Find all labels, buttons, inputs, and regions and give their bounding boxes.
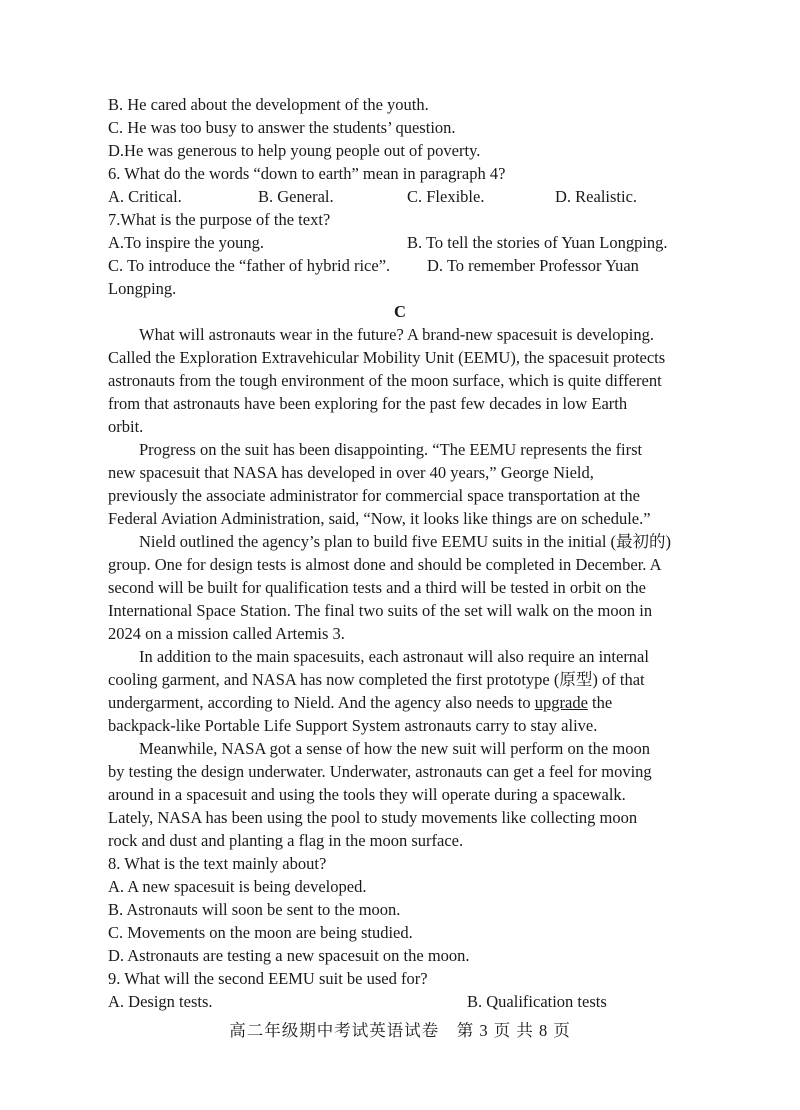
passage-line: around in a spacesuit and using the tools they will operate during a spacewalk. xyxy=(108,785,626,804)
passage-line: group. One for design tests is almost done and should be completed in December. A xyxy=(108,555,662,574)
passage-line: from that astronauts have been exploring for the past few decades in low Earth xyxy=(108,394,628,413)
passage-line: by testing the design underwater. Underwater, astronauts can get a feel for moving xyxy=(108,762,652,781)
q6-option-a: A. Critical. xyxy=(108,187,182,206)
q8-option-c: C. Movements on the moon are being studied. xyxy=(108,923,413,942)
q7-option-c: C. To introduce the “father of hybrid rice”. xyxy=(108,256,391,275)
page-footer: 高二年级期中考试英语试卷 第 3 页 共 8 页 xyxy=(229,1021,571,1040)
passage-line xyxy=(108,693,612,713)
q9-question: 9. What will the second EEMU suit be used for? xyxy=(108,969,428,988)
passage-line: new spacesuit that NASA has developed in over 40 years,” George Nield, xyxy=(108,463,594,482)
q8-question: 8. What is the text mainly about? xyxy=(108,854,327,873)
passage-line: Meanwhile, NASA got a sense of how the new suit will perform on the moon xyxy=(139,739,650,758)
passage-line: International Space Station. The final two suits of the set will walk on the moon in xyxy=(108,601,653,620)
passage-text: undergarment, according to Nield. And the agency also needs to xyxy=(108,693,535,712)
q7-question: 7.What is the purpose of the text? xyxy=(108,210,331,229)
q6-option-c: C. Flexible. xyxy=(407,187,485,206)
q8-option-b: B. Astronauts will soon be sent to the moon. xyxy=(108,900,401,919)
passage-line: orbit. xyxy=(108,417,144,436)
passage-line: astronauts from the tough environment of the moon surface, which is quite different xyxy=(108,371,662,390)
passage-line: Federal Aviation Administration, said, “Now, it looks like things are on schedule.” xyxy=(108,509,651,528)
passage-line: cooling garment, and NASA has now completed the first prototype (原型) of that xyxy=(108,670,645,689)
underlined-word: upgrade xyxy=(534,693,588,712)
q7-option-d-continued: Longping. xyxy=(108,279,177,298)
passage-line: 2024 on a mission called Artemis 3. xyxy=(108,624,345,643)
passage-line: rock and dust and planting a flag in the moon surface. xyxy=(108,831,464,850)
q9-option-a: A. Design tests. xyxy=(108,992,213,1011)
passage-line: What will astronauts wear in the future? A brand-new spacesuit is developing. xyxy=(139,325,655,344)
passage-line: Lately, NASA has been using the pool to study movements like collecting moon xyxy=(108,808,638,827)
q6-option-b: B. General. xyxy=(258,187,334,206)
passage-line: second will be built for qualification tests and a third will be tested in orbit on the xyxy=(108,578,646,597)
section-heading: C xyxy=(394,302,406,321)
q5-option-b: B. He cared about the development of the youth. xyxy=(108,95,429,114)
passage-line: Progress on the suit has been disappointing. “The EEMU represents the first xyxy=(139,440,643,459)
q8-option-a: A. A new spacesuit is being developed. xyxy=(108,877,367,896)
q7-option-a: A.To inspire the young. xyxy=(108,233,265,252)
q5-option-c: C. He was too busy to answer the students’ question. xyxy=(108,118,456,137)
passage-line: previously the associate administrator for commercial space transportation at the xyxy=(108,486,640,505)
q5-option-d: D.He was generous to help young people out of poverty. xyxy=(108,141,481,160)
q7-option-d: D. To remember Professor Yuan xyxy=(427,256,639,275)
passage-line: backpack-like Portable Life Support System astronauts carry to stay alive. xyxy=(108,716,598,735)
passage-line: Called the Exploration Extravehicular Mobility Unit (EEMU), the spacesuit protects xyxy=(108,348,666,367)
q9-option-b: B. Qualification tests xyxy=(467,992,607,1011)
passage-line: In addition to the main spacesuits, each astronaut will also require an internal xyxy=(139,647,649,666)
passage-text: the xyxy=(587,693,613,712)
q6-option-d: D. Realistic. xyxy=(555,187,638,206)
passage-line: Nield outlined the agency’s plan to build five EEMU suits in the initial (最初的) xyxy=(139,532,672,551)
q8-option-d: D. Astronauts are testing a new spacesuit on the moon. xyxy=(108,946,470,965)
q6-question: 6. What do the words “down to earth” mean in paragraph 4? xyxy=(108,164,506,183)
q7-option-b: B. To tell the stories of Yuan Longping. xyxy=(407,233,668,252)
